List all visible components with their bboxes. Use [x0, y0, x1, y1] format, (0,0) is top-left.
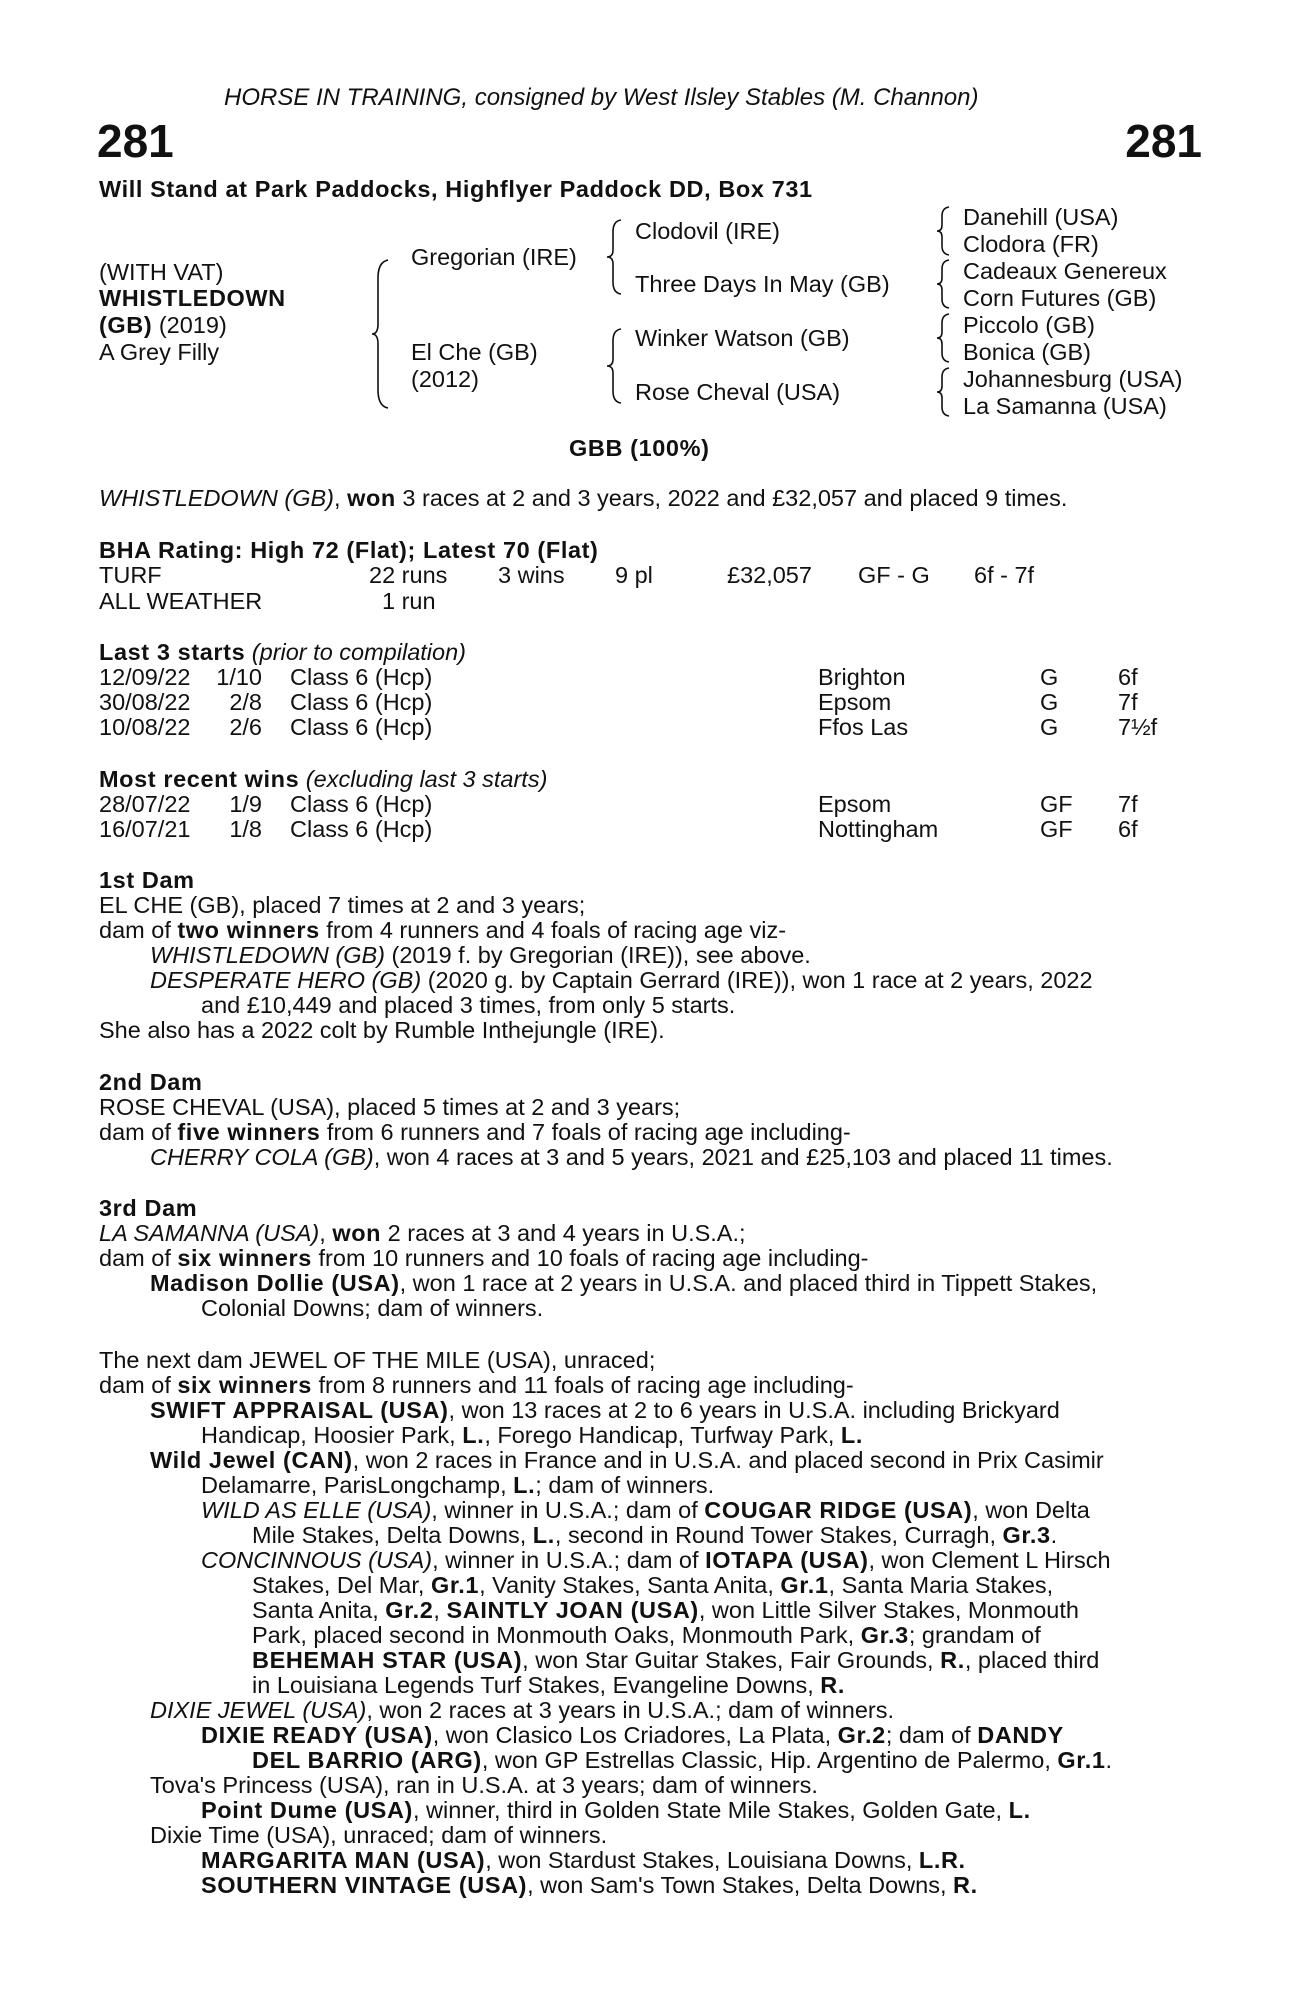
table-row [0, 665, 1314, 691]
rating-cell: 3 wins [498, 562, 565, 588]
text: Park, placed second in Monmouth Oaks, Monmouth Park, [252, 1622, 861, 1648]
pedigree-brace-sd [937, 258, 953, 310]
text: , won 1 race at 2 years in U.S.A. and placed third in Tippett Stakes, [399, 1270, 1098, 1296]
text: , winner in U.S.A.; dam of [431, 1497, 705, 1523]
table-cell: Ffos Las [818, 714, 909, 740]
table-cell: G [1040, 714, 1059, 740]
next-dam-line [99, 1373, 854, 1399]
progeny-name: SAINTLY JOAN (USA) [446, 1597, 699, 1623]
progeny-name: IOTAPA (USA) [705, 1547, 869, 1573]
table-cell: 6f [1118, 816, 1138, 842]
pedigree-dss: Piccolo (GB) [963, 312, 1095, 338]
table-cell: GF [1040, 816, 1073, 842]
horse-description: A Grey Filly [99, 339, 220, 365]
progeny-name: DEL BARRIO (ARG) [252, 1747, 482, 1773]
text: from 10 runners and 10 foals of racing age including- [311, 1245, 869, 1271]
next-dam-line [252, 1623, 1041, 1649]
progeny-name: Wild Jewel (CAN) [150, 1447, 353, 1473]
lot-number-right: 281 [1125, 115, 1202, 167]
text: , won Delta [972, 1497, 1090, 1523]
text: , won Stardust Stakes, Louisiana Downs, [485, 1847, 919, 1873]
next-dam-line [201, 1548, 1111, 1574]
text: , Santa Maria Stakes, [828, 1572, 1054, 1598]
text: Handicap, Hoosier Park, [201, 1422, 463, 1448]
race-grade: L. [1008, 1797, 1031, 1823]
table-cell: G [1040, 689, 1059, 715]
table-row [0, 817, 1314, 843]
winners-count: six winners [177, 1245, 312, 1271]
text: , Forego Handicap, Turfway Park, [484, 1422, 841, 1448]
dam2-line: ROSE CHEVAL (USA), placed 5 times at 2 and 3 years; [99, 1094, 681, 1120]
pedigree-sire-sire: Clodovil (IRE) [635, 218, 780, 244]
text: , won Star Guitar Stakes, Fair Grounds, [522, 1647, 941, 1673]
race-grade: Gr.1 [1057, 1747, 1106, 1773]
gbb-rating: GBB (100%) [569, 435, 710, 461]
text: Santa Anita, [252, 1597, 386, 1623]
text: in Louisiana Legends Turf Stakes, Evangeline Downs, [252, 1672, 821, 1698]
text: , winner in U.S.A.; dam of [432, 1547, 706, 1573]
rating-cell: TURF [99, 562, 162, 588]
pedigree-sss: Danehill (USA) [963, 204, 1119, 230]
text: , [433, 1597, 447, 1623]
table-cell: Class 6 (Hcp) [290, 791, 433, 817]
progeny-name: SOUTHERN VINTAGE (USA) [201, 1872, 528, 1898]
race-grade: R. [940, 1647, 965, 1673]
rating-cell: 1 run [382, 588, 436, 614]
dam2-line [150, 1145, 1113, 1171]
summary-rest: 3 races at 2 and 3 years, 2022 and £32,057 and placed 9 times. [395, 485, 1068, 511]
text: . [1050, 1522, 1058, 1548]
progeny-name: DIXIE JEWEL (USA) [150, 1697, 367, 1723]
text: , won Clasico Los Criadores, La Plata, [432, 1722, 838, 1748]
text: dam of [99, 1245, 178, 1271]
text: , [319, 1220, 333, 1246]
last3-heading [99, 640, 466, 666]
table-cell: 30/08/22 [99, 689, 191, 715]
text: , won 2 races in France and in U.S.A. and placed second in Prix Casimir [352, 1447, 1104, 1473]
text: ; dam of winners. [535, 1472, 715, 1498]
rating-cell: 6f - 7f [974, 562, 1035, 588]
progeny-name: WILD AS ELLE (USA) [201, 1497, 432, 1523]
progeny-name: Madison Dollie (USA) [150, 1270, 400, 1296]
text: (2020 g. by Captain Gerrard (IRE)), won 1 race at 2 years, 2022 [421, 967, 1093, 993]
winners-count: five winners [177, 1119, 321, 1145]
text: Mile Stakes, Delta Downs, [252, 1522, 533, 1548]
text: (2019 f. by Gregorian (IRE)), see above. [385, 942, 811, 968]
next-dam-line [252, 1573, 1053, 1599]
dam2-title: 2nd Dam [99, 1069, 203, 1095]
pedigree-brace-sire [607, 218, 625, 296]
horse-country: (GB) [99, 312, 153, 338]
table-cell: Nottingham [818, 816, 939, 842]
rating-cell: £32,057 [727, 562, 812, 588]
table-cell: Class 6 (Hcp) [290, 816, 433, 842]
race-grade: Gr.3 [860, 1622, 909, 1648]
table-cell: Class 6 (Hcp) [290, 689, 433, 715]
text: Delamarre, ParisLongchamp, [201, 1472, 514, 1498]
pedigree-brace-dd [937, 366, 953, 418]
text: , won 13 races at 2 to 6 years in U.S.A. including Brickyard [448, 1397, 1060, 1423]
next-dam-line [201, 1498, 1090, 1524]
pedigree-dsd: Bonica (GB) [963, 339, 1091, 365]
dam1-title: 1st Dam [99, 867, 195, 893]
next-dam-line: Tova's Princess (USA), ran in U.S.A. at 3 years; dam of winners. [150, 1772, 818, 1798]
race-grade: Gr.1 [780, 1572, 829, 1598]
table-cell: 7½f [1118, 714, 1158, 740]
dam3-line: Colonial Downs; dam of winners. [201, 1295, 544, 1321]
next-dam-line [252, 1648, 1099, 1674]
progeny-name: MARGARITA MAN (USA) [201, 1847, 486, 1873]
progeny-name: DANDY [977, 1722, 1064, 1748]
catalogue-title: HORSE IN TRAINING, consigned by West Ilsley Stables (M. Channon) [224, 84, 979, 111]
table-cell: 12/09/22 [99, 664, 191, 690]
text: Stakes, Del Mar, [252, 1572, 431, 1598]
text: ; grandam of [908, 1622, 1041, 1648]
rating-cell: GF - G [858, 562, 930, 588]
pedigree-dam-sire: Winker Watson (GB) [635, 325, 850, 351]
next-dam-line [201, 1798, 1031, 1824]
table-cell: Epsom [818, 689, 892, 715]
progeny-name: DIXIE READY (USA) [201, 1722, 433, 1748]
progeny-name: Point Dume (USA) [201, 1797, 413, 1823]
table-cell: 28/07/22 [99, 791, 191, 817]
race-summary [99, 486, 1067, 512]
text: ; dam of [885, 1722, 978, 1748]
progeny-name: SWIFT APPRAISAL (USA) [150, 1397, 449, 1423]
race-grade: L. [840, 1422, 863, 1448]
bha-rating-title: BHA Rating: High 72 (Flat); Latest 70 (Flat) [99, 537, 599, 563]
winners-count: six winners [177, 1372, 312, 1398]
table-cell: Class 6 (Hcp) [290, 664, 433, 690]
pedigree-brace-ss [937, 205, 953, 257]
horse-name: WHISTLEDOWN [99, 285, 286, 311]
dam1-line [150, 943, 811, 969]
next-dam-line [201, 1423, 863, 1449]
last3-title: Last 3 starts [99, 639, 246, 665]
recent-note: (excluding last 3 starts) [299, 766, 548, 792]
text: , won Sam's Town Stakes, Delta Downs, [527, 1872, 954, 1898]
race-grade: L.R. [918, 1847, 966, 1873]
text: from 6 runners and 7 foals of racing age including- [320, 1119, 851, 1145]
dam3-line [99, 1246, 868, 1272]
pedigree-ssd: Clodora (FR) [963, 231, 1099, 257]
winners-count: two winners [177, 917, 320, 943]
race-grade: Gr.2 [837, 1722, 886, 1748]
text: from 4 runners and 4 foals of racing age viz- [319, 917, 787, 943]
race-grade: L. [532, 1522, 555, 1548]
next-dam-line: The next dam JEWEL OF THE MILE (USA), unraced; [99, 1347, 656, 1373]
pedigree-sds: Cadeaux Genereux [963, 258, 1167, 284]
pedigree-brace-main [372, 258, 392, 410]
next-dam-line [201, 1473, 714, 1499]
table-cell: 1/10 [216, 664, 262, 690]
table-cell: 7f [1118, 689, 1138, 715]
text: , second in Round Tower Stakes, Curragh, [554, 1522, 1003, 1548]
dam-name: LA SAMANNA (USA) [99, 1220, 320, 1246]
dam1-line [99, 918, 786, 944]
table-cell: 16/07/21 [99, 816, 191, 842]
next-dam-line [252, 1673, 845, 1699]
text: dam of [99, 917, 178, 943]
rating-cell: 9 pl [615, 562, 653, 588]
dam2-line [99, 1120, 851, 1146]
pedigree-brace-dam [607, 327, 625, 405]
text: dam of [99, 1372, 178, 1398]
dam3-title: 3rd Dam [99, 1195, 198, 1221]
race-grade: Gr.3 [1002, 1522, 1051, 1548]
summary-sep: , [334, 485, 348, 511]
next-dam-line [252, 1523, 1057, 1549]
race-grade: L. [462, 1422, 485, 1448]
pedigree-brace-ds [937, 312, 953, 364]
last3-note: (prior to compilation) [245, 639, 466, 665]
text: , won Clement L Hirsch [868, 1547, 1111, 1573]
stand-location: Will Stand at Park Paddocks, Highflyer Paddock DD, Box 731 [99, 176, 813, 202]
text: , Vanity Stakes, Santa Anita, [479, 1572, 781, 1598]
pedigree-ddd: La Samanna (USA) [963, 393, 1167, 419]
dam3-line [99, 1221, 746, 1247]
pedigree-sire-dam: Three Days In May (GB) [635, 271, 890, 297]
table-cell: Brighton [818, 664, 906, 690]
dam1-line: She also has a 2022 colt by Rumble Inthejungle (IRE). [99, 1017, 665, 1043]
rating-cell: ALL WEATHER [99, 588, 263, 614]
table-cell: Epsom [818, 791, 892, 817]
table-cell: G [1040, 664, 1059, 690]
table-cell: 6f [1118, 664, 1138, 690]
table-cell: GF [1040, 791, 1073, 817]
vat-note: (WITH VAT) [99, 259, 224, 285]
text: , won GP Estrellas Classic, Hip. Argentino de Palermo, [481, 1747, 1058, 1773]
table-cell: 1/8 [229, 816, 262, 842]
table-cell: 7f [1118, 791, 1138, 817]
next-dam-line [201, 1848, 966, 1874]
race-grade: L. [513, 1472, 536, 1498]
rating-turf-row [0, 563, 1314, 589]
dam1-line: and £10,449 and placed 3 times, from only 5 starts. [201, 992, 736, 1018]
table-cell: 2/8 [229, 689, 262, 715]
table-cell: 2/6 [229, 714, 262, 740]
text: from 8 runners and 11 foals of racing age including- [311, 1372, 854, 1398]
next-dam-line: Dixie Time (USA), unraced; dam of winners. [150, 1822, 608, 1848]
next-dam-line [150, 1698, 894, 1724]
text: , winner, third in Golden State Mile Stakes, Golden Gate, [412, 1797, 1009, 1823]
rating-cell: 22 runs [369, 562, 448, 588]
dam3-line [150, 1271, 1097, 1297]
text: , won 2 races at 3 years in U.S.A.; dam of winners. [366, 1697, 895, 1723]
race-grade: Gr.1 [430, 1572, 480, 1598]
table-row [0, 715, 1314, 741]
pedigree-dam-year: (2012) [411, 366, 479, 392]
table-cell: Class 6 (Hcp) [290, 714, 433, 740]
next-dam-line [201, 1723, 1064, 1749]
table-row [0, 792, 1314, 818]
lot-number-left: 281 [97, 115, 174, 167]
text: . [1105, 1747, 1113, 1773]
progeny-name: CHERRY COLA (GB) [150, 1144, 374, 1170]
progeny-name: BEHEMAH STAR (USA) [252, 1647, 523, 1673]
horse-year: (2019) [152, 312, 227, 338]
next-dam-line [150, 1448, 1104, 1474]
table-row [0, 690, 1314, 716]
pedigree-dam-dam: Rose Cheval (USA) [635, 379, 841, 405]
pedigree-dam: El Che (GB) [411, 339, 538, 365]
progeny-name: DESPERATE HERO (GB) [150, 967, 422, 993]
text: , placed third [964, 1647, 1100, 1673]
text: , won 4 races at 3 and 5 years, 2021 and £25,103 and placed 11 times. [373, 1144, 1113, 1170]
race-grade: Gr.2 [385, 1597, 434, 1623]
rating-aw-row [0, 589, 1314, 615]
progeny-name: WHISTLEDOWN (GB) [150, 942, 385, 968]
dam1-line: EL CHE (GB), placed 7 times at 2 and 3 years; [99, 892, 586, 918]
recent-heading [99, 767, 547, 793]
race-grade: R. [953, 1872, 978, 1898]
race-grade: R. [820, 1672, 845, 1698]
dam1-line [150, 968, 1093, 994]
progeny-name: COUGAR RIDGE (USA) [704, 1497, 973, 1523]
pedigree-sdd: Corn Futures (GB) [963, 285, 1157, 311]
text: dam of [99, 1119, 178, 1145]
pedigree-dds: Johannesburg (USA) [963, 366, 1183, 392]
won-label: won [332, 1220, 382, 1246]
progeny-name: CONCINNOUS (USA) [201, 1547, 433, 1573]
summary-horse-name: WHISTLEDOWN (GB) [99, 485, 334, 511]
next-dam-line [150, 1398, 1060, 1424]
horse-origin [99, 313, 227, 339]
recent-title: Most recent wins [99, 766, 300, 792]
next-dam-line [252, 1598, 1079, 1624]
next-dam-line [252, 1748, 1112, 1774]
pedigree-sire: Gregorian (IRE) [411, 244, 577, 270]
table-cell: 1/9 [229, 791, 262, 817]
summary-won: won [347, 485, 396, 511]
text: , won Little Silver Stakes, Monmouth [698, 1597, 1079, 1623]
table-cell: 10/08/22 [99, 714, 191, 740]
next-dam-line [201, 1873, 978, 1899]
text: 2 races at 3 and 4 years in U.S.A.; [381, 1220, 746, 1246]
